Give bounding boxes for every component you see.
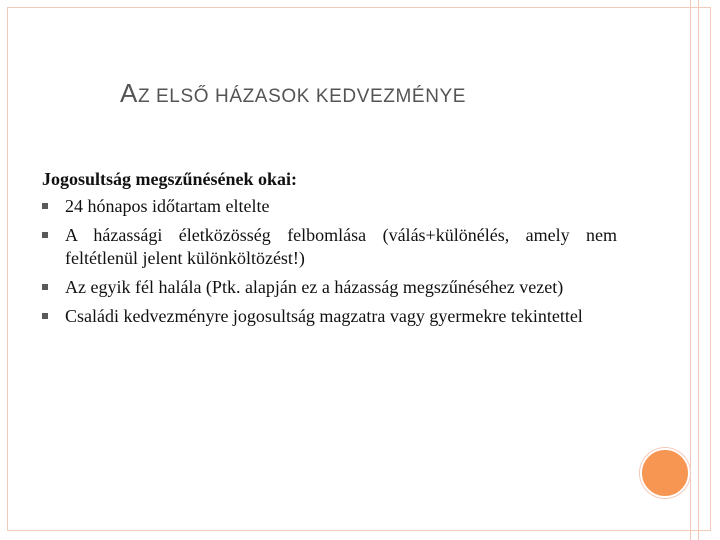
- square-bullet-icon: [42, 232, 48, 238]
- square-bullet-icon: [42, 284, 48, 290]
- bullet-item: [42, 195, 617, 218]
- bullet-item: [42, 305, 617, 328]
- title-rest: Z ELSŐ HÁZASOK KEDVEZMÉNYE: [137, 86, 467, 107]
- bullet-text: 24 hónapos időtartam eltelte: [65, 196, 270, 216]
- bullet-text: A házassági életközösség felbomlása (válás+különélés, amely nem feltétlenül jelent különköltözést!): [65, 225, 617, 268]
- content-heading: Jogosultság megszűnésének okai:: [42, 169, 298, 189]
- bullet-item: [42, 224, 617, 270]
- decorative-line: [690, 0, 691, 540]
- bullet-text: Az egyik fél halála (Ptk. alapján ez a házasság megszűnéséhez vezet): [65, 277, 564, 297]
- bullet-item: [42, 276, 617, 299]
- square-bullet-icon: [42, 203, 48, 209]
- bullet-text: Családi kedvezményre jogosultság magzatra vagy gyermekre tekintettel: [65, 306, 583, 326]
- decorative-line: [698, 0, 699, 540]
- slide-content: [42, 168, 617, 334]
- square-bullet-icon: [42, 313, 48, 319]
- title-initial: A: [120, 78, 138, 108]
- slide-title: [120, 78, 466, 109]
- decorative-circle: [640, 448, 690, 498]
- bullet-list: [42, 195, 617, 328]
